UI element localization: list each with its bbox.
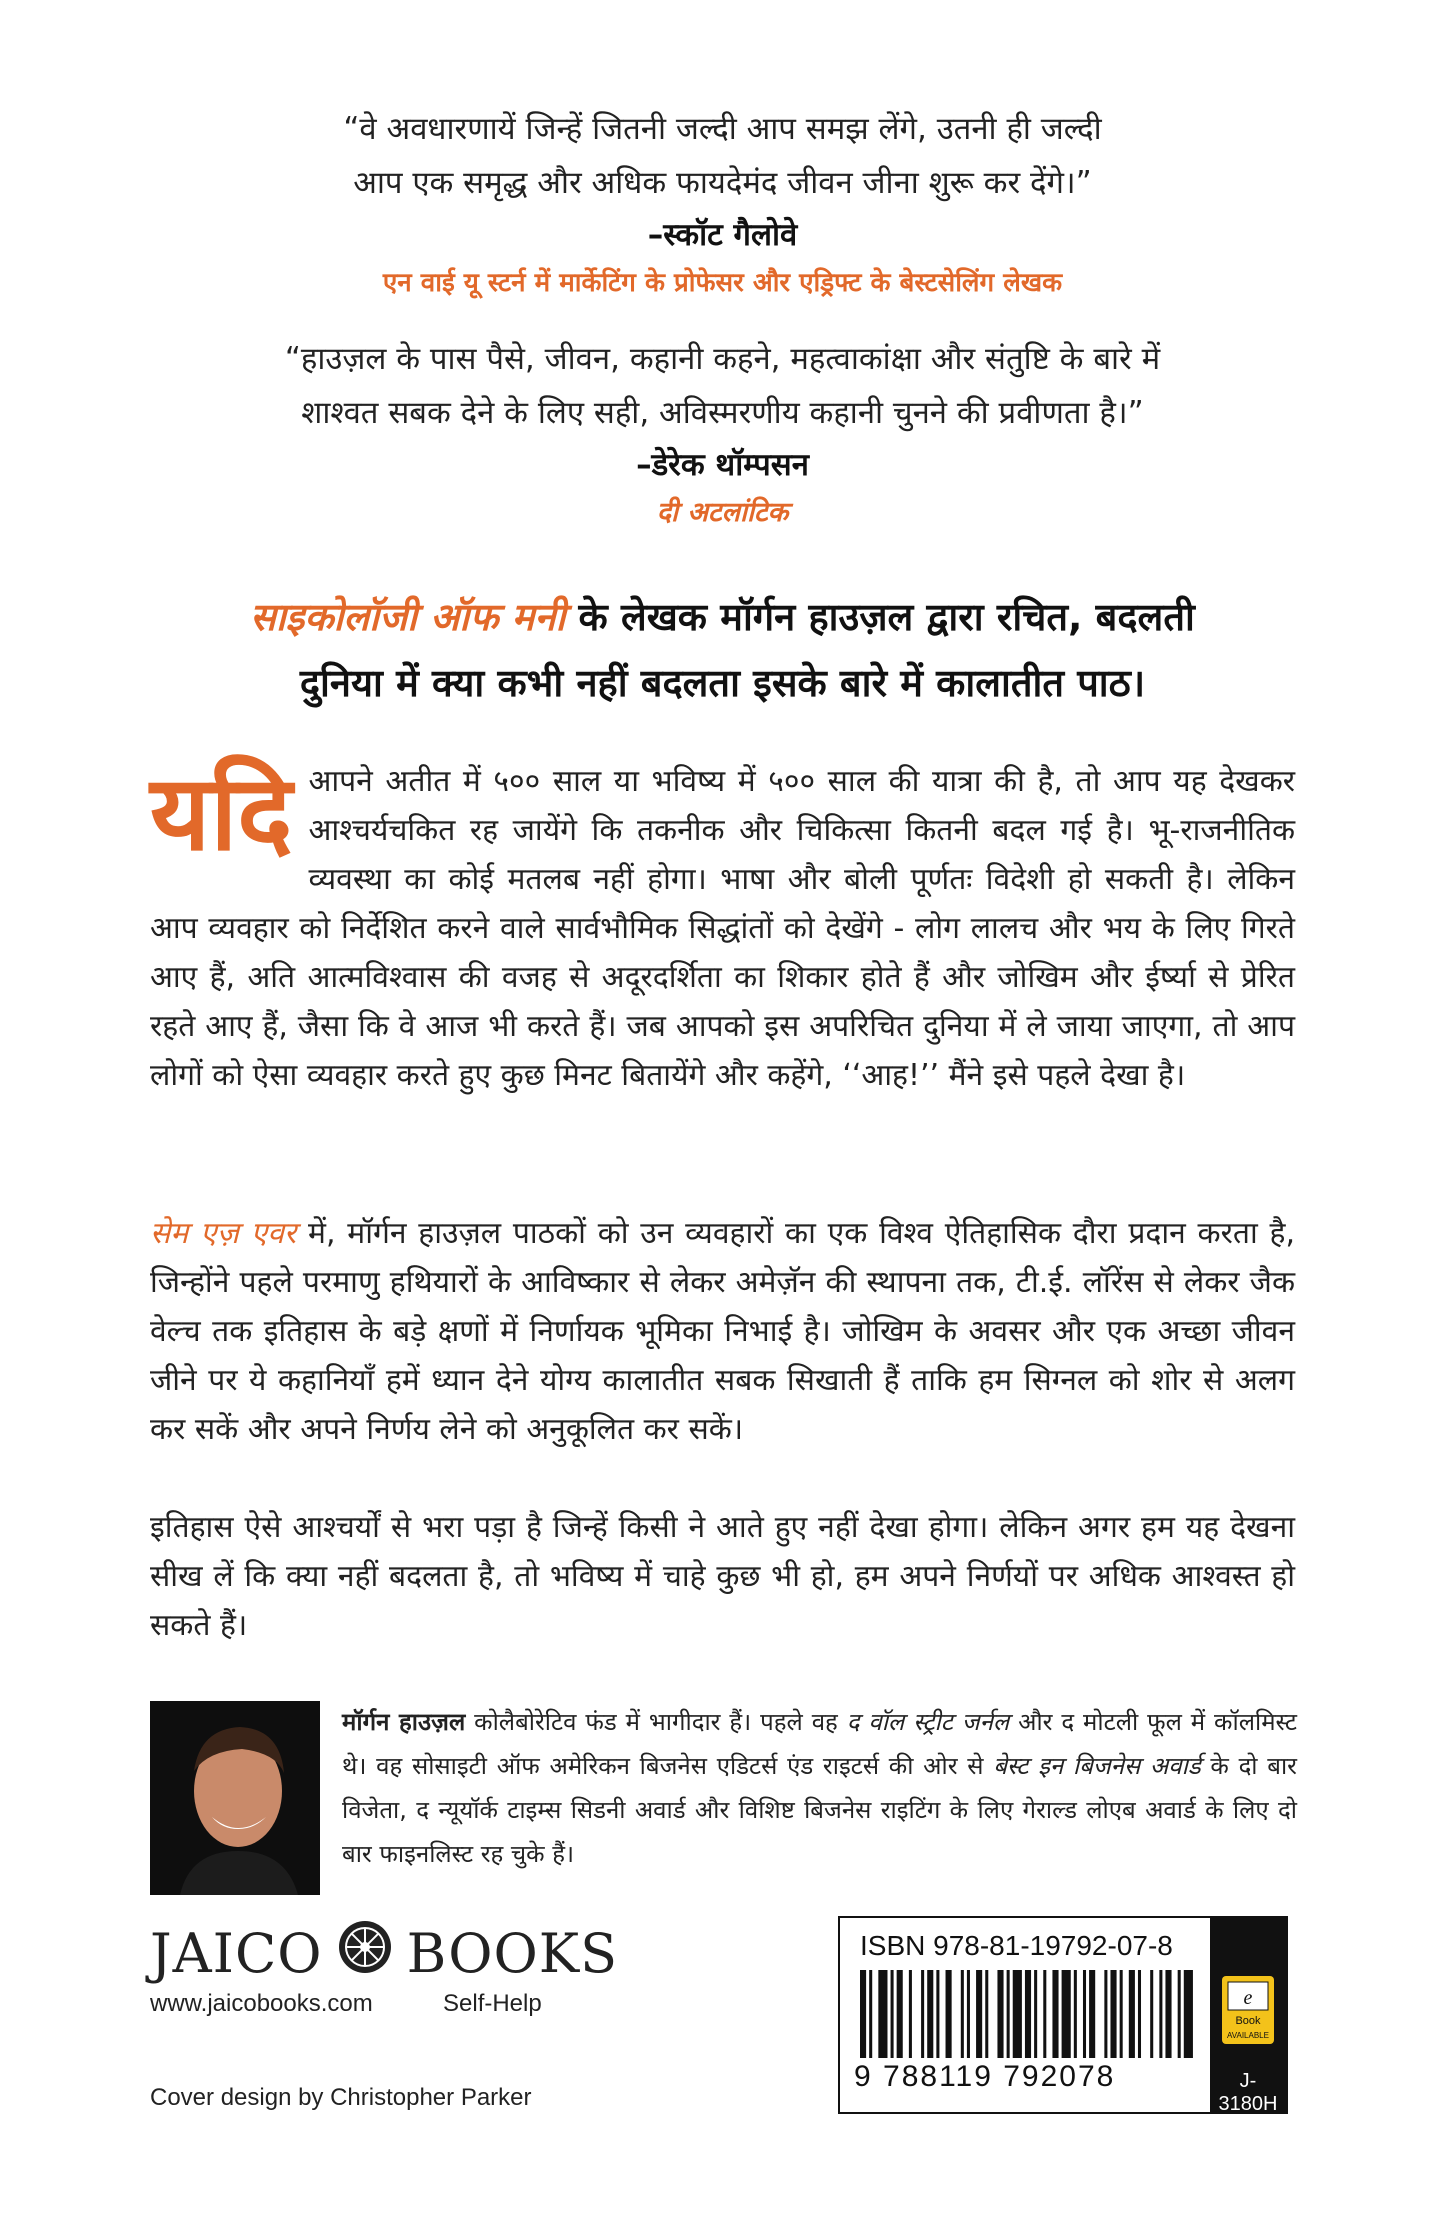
author-name: मॉर्गन हाउज़ल bbox=[342, 1708, 466, 1736]
quote-author: –डेरेक थॉम्पसन bbox=[636, 447, 809, 483]
barcode-icon bbox=[860, 1970, 1196, 2060]
bio-text: कोलैबोरेटिव फंड में भागीदार हैं। पहले वह bbox=[465, 1708, 847, 1736]
paragraph-text: इतिहास ऐसे आश्चर्यों से भरा पड़ा है जिन्हें किसी ने आते हुए नहीं देखा होगा। लेकिन अगर हम यह देखना सीख लें कि क्या नहीं बदलता है, तो भविष्य में चाहे कुछ भी हो, हम अपने निर्णयों पर अधिक आश्वस्त हो सकते हैं। bbox=[150, 1510, 1295, 1643]
publisher-website: www.jaicobooks.com bbox=[150, 1990, 373, 2017]
chakra-emblem-icon bbox=[337, 1919, 393, 1988]
quote-publication: दी अटलांटिक bbox=[656, 497, 789, 528]
bio-text: के दो बार विजेता, द न्यूयॉर्क टाइम्स सिडनी अवार्ड और विशिष्ट बिजनेस राइटिंग के लिए गेराल्ड लोएब अवार्ड के लिए दो बार फाइनलिस्ट रह चुके हैं। bbox=[342, 1752, 1297, 1868]
bio-award: बेस्ट इन बिजनेस अवार्ड bbox=[993, 1752, 1201, 1780]
author-bio bbox=[342, 1700, 1297, 1876]
cover-design-credit: Cover design by Christopher Parker bbox=[150, 2084, 532, 2111]
paragraph-text: आपने अतीत में ५०० साल या भविष्य में ५०० साल की यात्रा की है, तो आप यह देखकर आश्चर्यचकित रह जायेंगे कि तकनीक और चिकित्सा कितनी बदल गई है। भू-राजनीतिक व्यवस्था का कोई मतलब नहीं होगा। भाषा और बोली पूर्णतः विदेशी हो सकती है। लेकिन आप व्यवहार को निर्देशित करने वाले सार्वभौमिक सिद्धांतों को देखेंगे - लोग लालच और भय के लिए गिरते आए हैं, अति आत्मविश्वास की वजह से अदूरदर्शिता का शिकार होते हैं और जोखिम और ईर्ष्या से प्रेरित रहते आए हैं, जैसा कि वे आज भी करते हैं। जब आपको इस अपरिचित दुनिया में ले जाया जाएगा, तो आप लोगों को ऐसा व्यवहार करते हुए कुछ मिनट बितायेंगे और कहेंगे, ‘‘आह!’’ मैंने इसे पहले देखा है। bbox=[150, 764, 1295, 1093]
drop-cap: यदि bbox=[150, 752, 293, 874]
quote-line: “वे अवधारणायें जिन्हें जितनी जल्दी आप समझ लेंगे, उतनी ही जल्दी bbox=[343, 111, 1102, 147]
tagline bbox=[150, 584, 1295, 716]
publisher-name-right: BOOKS bbox=[406, 1921, 619, 1985]
ebook-sub: AVAILABLE bbox=[1227, 2031, 1269, 2040]
book-title-reference: सेम एज़ एवर bbox=[150, 1216, 297, 1251]
isbn-label: ISBN 978-81-19792-07-8 bbox=[860, 1930, 1173, 1961]
quote-line: “हाउज़ल के पास पैसे, जीवन, कहानी कहने, महत्वाकांक्षा और संतुष्टि के बारे में bbox=[284, 341, 1161, 377]
catalog-code: J-3180H bbox=[1218, 2070, 1278, 2115]
description-paragraph bbox=[150, 1503, 1295, 1650]
quote-author: –स्कॉट गैलोवे bbox=[647, 217, 798, 253]
quote-author-role: एन वाई यू स्टर्न में मार्केटिंग के प्रोफेसर और एड्रिफ्ट के बेस्टसेलिंग लेखक bbox=[382, 268, 1063, 298]
publisher-name-left: JAICO bbox=[150, 1921, 323, 1985]
barcode-digits: 9 788119 792078 bbox=[854, 2060, 1116, 2093]
author-photo bbox=[150, 1701, 320, 1895]
tagline-text: के लेखक मॉर्गन हाउज़ल द्वारा रचित, बदलती bbox=[565, 595, 1195, 639]
ebook-panel bbox=[1210, 1918, 1286, 2115]
ebook-available-icon bbox=[1222, 1976, 1274, 2044]
book-category: Self-Help bbox=[443, 1990, 542, 2017]
paragraph-text: में, मॉर्गन हाउज़ल पाठकों को उन व्यवहारों का एक विश्व ऐतिहासिक दौरा प्रदान करता है, जिन्होंने पहले परमाणु हथियारों के आविष्कार से लेकर अमेज़ॅन की स्थापना तक, टी.ई. लॉरेंस से लेकर जैक वेल्च तक इतिहास के बड़े क्षणों में निर्णायक भूमिका निभाई है। जोखिम के अवसर और एक अच्छा जीवन जीने पर ये कहानियाँ हमें ध्यान देने योग्य कालातीत सबक सिखाती हैं ताकि हम सिग्नल को शोर से अलग कर सकें और अपने निर्णय लेने को अनुकूलित कर सकें। bbox=[150, 1216, 1295, 1447]
quote-line: आप एक समृद्ध और अधिक फायदेमंद जीवन जीना शुरू कर देंगे।” bbox=[353, 165, 1092, 201]
quote-block-galloway bbox=[150, 102, 1295, 306]
publisher-logo bbox=[150, 1918, 618, 1988]
description-paragraph bbox=[150, 752, 1295, 1100]
ebook-word: Book bbox=[1235, 2015, 1261, 2027]
tagline-line bbox=[150, 584, 1295, 650]
author-portrait-illustration bbox=[150, 1701, 320, 1895]
bio-text: और द मोटली फूल में कॉलमिस्ट थे। वह सोसाइटी ऑफ अमेरिकन बिजनेस एडिटर्स एंड राइटर्स की ओर से bbox=[342, 1708, 1297, 1780]
quote-block-thompson bbox=[150, 332, 1295, 536]
isbn-barcode-box bbox=[838, 1916, 1288, 2114]
tagline-line: दुनिया में क्या कभी नहीं बदलता इसके बारे में कालातीत पाठ। bbox=[299, 661, 1146, 705]
svg-text:e: e bbox=[1243, 1987, 1253, 2009]
bio-publication: द वॉल स्ट्रीट जर्नल bbox=[846, 1708, 1010, 1736]
book-title-reference: साइकोलॉजी ऑफ मनी bbox=[250, 595, 566, 639]
quote-line: शाश्वत सबक देने के लिए सही, अविस्मरणीय कहानी चुनने की प्रवीणता है।” bbox=[301, 395, 1144, 431]
description-paragraph bbox=[150, 1209, 1295, 1454]
